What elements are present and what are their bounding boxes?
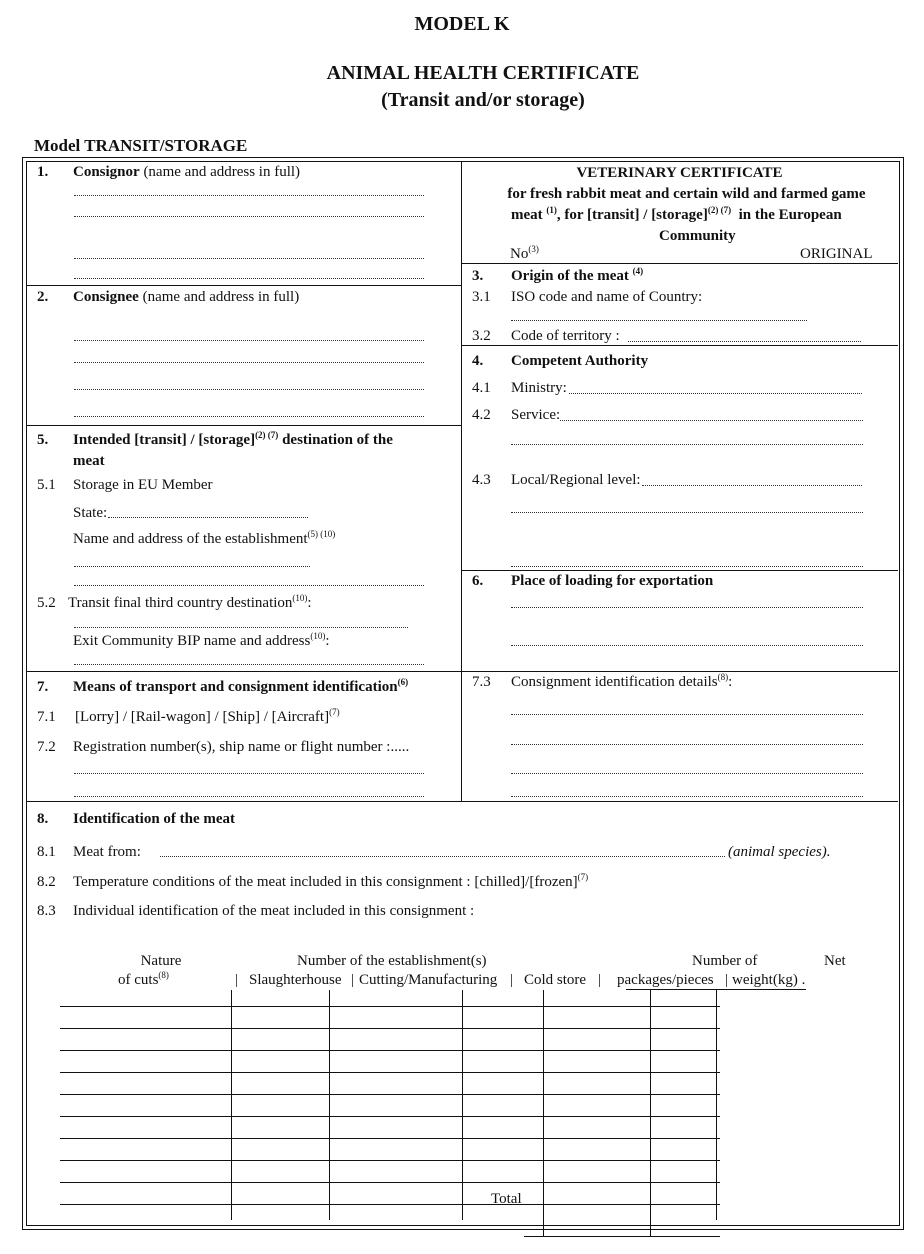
col-sep-5: | xyxy=(725,972,729,988)
col-cutting-head: Cutting/Manufacturing xyxy=(359,972,498,988)
box7-r3-number: 7.3 xyxy=(472,674,491,690)
box8-label: Identification of the meat xyxy=(73,811,236,827)
divider-box7 xyxy=(26,801,898,802)
box7-r3-label xyxy=(511,673,732,691)
vet-line2-sup2: (2) (7) xyxy=(707,205,732,215)
consignee-line-3[interactable] xyxy=(74,389,424,390)
divider-box6 xyxy=(461,671,898,672)
box5-r2-text: Transit final third country destination xyxy=(68,595,293,611)
consignment-line-1[interactable] xyxy=(511,714,863,715)
box7-label-text: Means of transport and consignment identification xyxy=(73,679,398,695)
box8-r1-number: 8.1 xyxy=(37,844,56,860)
no-sup: (3) xyxy=(528,244,539,254)
divider-box4 xyxy=(461,570,898,571)
box5-exit-sup: (10) xyxy=(310,631,326,641)
box7-r3-text: Consignment identification details xyxy=(511,674,718,690)
col-sep-3: | xyxy=(510,972,514,988)
vet-line1: for fresh rabbit meat and certain wild and farmed game xyxy=(507,186,866,202)
box8-r2-label xyxy=(73,873,588,891)
no-label: No xyxy=(510,246,529,262)
divider-box2 xyxy=(26,425,461,426)
box5-est-sup: (5) (10) xyxy=(307,529,336,539)
box7-r1-text: [Lorry] / [Rail-wagon] / [Ship] / [Aircraft] xyxy=(75,709,330,725)
box8-number: 8. xyxy=(37,811,49,827)
certificate-title: ANIMAL HEALTH CERTIFICATE xyxy=(326,62,640,84)
col-coldstore-head: Cold store xyxy=(524,972,587,988)
vet-line2-c: in the European xyxy=(738,207,842,223)
box7-r2-label: Registration number(s), ship name or flight number :..... xyxy=(73,739,410,755)
total-label: Total xyxy=(491,1191,522,1207)
consignor-line-3[interactable] xyxy=(74,258,424,259)
box4-r2-number: 4.2 xyxy=(472,407,491,423)
consignor-line-2[interactable] xyxy=(74,216,424,217)
storage-state-line[interactable] xyxy=(108,517,308,518)
box5-label-a: Intended [transit] / [storage] xyxy=(73,432,256,448)
box1-label-group xyxy=(73,163,300,181)
divider-box1 xyxy=(26,285,461,286)
box5-r2-label xyxy=(68,594,312,612)
box4-r2-label: Service: xyxy=(511,407,561,423)
consignee-line-4[interactable] xyxy=(74,416,424,417)
col-nature-sup: (8) xyxy=(158,970,169,980)
establishment-line-2[interactable] xyxy=(74,585,424,586)
box5-est-text: Name and address of the establishment xyxy=(73,531,308,547)
vet-line2-a: meat xyxy=(511,207,543,223)
box8-r2-text: Temperature conditions of the meat included in this consignment : [chilled]/[frozen] xyxy=(73,874,578,890)
destination-line[interactable] xyxy=(74,627,408,628)
registration-line-1[interactable] xyxy=(74,773,424,774)
box4-number: 4. xyxy=(472,353,484,369)
territory-line[interactable] xyxy=(628,341,861,342)
divider-box3 xyxy=(461,345,898,346)
col-number-head1: Number of xyxy=(692,953,758,969)
box6-number: 6. xyxy=(472,573,484,589)
box3-r2-number: 3.2 xyxy=(472,328,491,344)
box4-r1-number: 4.1 xyxy=(472,380,491,396)
box5-r1-number: 5.1 xyxy=(37,477,56,493)
consignment-line-3[interactable] xyxy=(511,773,863,774)
vet-line2-sup1: (1) xyxy=(546,205,557,215)
box7-r1-sup: (7) xyxy=(329,707,340,717)
box8-r1-tail: (animal species). xyxy=(728,844,831,860)
box7-r3-sup: (8) xyxy=(717,672,729,682)
box7-number: 7. xyxy=(37,679,49,695)
col-nature-head2-text: of cuts xyxy=(118,972,159,988)
box4-r1-label: Ministry: xyxy=(511,380,567,396)
original-label: ORIGINAL xyxy=(800,246,873,262)
box7-r2-number: 7.2 xyxy=(37,739,56,755)
consignor-line-1[interactable] xyxy=(74,195,424,196)
box1-label: Consignor xyxy=(73,164,140,180)
box3-r2-label: Code of territory : xyxy=(511,328,620,344)
service-line-1[interactable] xyxy=(560,420,863,421)
consignee-line-1[interactable] xyxy=(74,340,424,341)
box6-label: Place of loading for exportation xyxy=(511,573,714,589)
exit-bip-line[interactable] xyxy=(74,664,424,665)
box3-r1-label: ISO code and name of Country: xyxy=(511,289,703,305)
col-packages-head: packages/pieces xyxy=(617,972,714,988)
col-net-head1: Net xyxy=(824,953,846,969)
box8-r2-sup: (7) xyxy=(577,872,589,882)
box8-r1-label: Meat from: xyxy=(73,844,141,860)
consignment-line-4[interactable] xyxy=(511,796,863,797)
box4-r3-number: 4.3 xyxy=(472,472,491,488)
box5-r2-sup: (10) xyxy=(292,593,308,603)
box5-exit-colon: : xyxy=(325,633,330,649)
box5-r2-colon: : xyxy=(307,595,312,611)
col-weight-head: weight(kg) . xyxy=(732,972,806,988)
consignor-line-4[interactable] xyxy=(74,278,424,279)
box1-note: (name and address in full) xyxy=(143,164,301,180)
col-sep-4: | xyxy=(598,972,602,988)
box2-label: Consignee xyxy=(73,289,139,305)
box5-exit-label xyxy=(73,632,330,650)
col-nature-head1: Nature xyxy=(140,953,182,969)
col-nature-head2 xyxy=(118,971,169,989)
box3-label-text: Origin of the meat xyxy=(511,268,629,284)
regional-line-2[interactable] xyxy=(511,512,863,513)
box5-number: 5. xyxy=(37,432,49,448)
establishment-line-1[interactable] xyxy=(74,566,310,567)
col-slaughterhouse-head: Slaughterhouse xyxy=(249,972,342,988)
box5-exit-text: Exit Community BIP name and address xyxy=(73,633,311,649)
box5-label-b: destination of the xyxy=(282,432,393,448)
box2-note: (name and address in full) xyxy=(142,289,300,305)
vet-line2 xyxy=(511,206,842,224)
vet-line2-b: , for [transit] / [storage] xyxy=(556,207,708,223)
box7-r1-number: 7.1 xyxy=(37,709,56,725)
col-sep-1: | xyxy=(235,972,239,988)
loading-line-2[interactable] xyxy=(511,645,863,646)
box5-label-c: meat xyxy=(73,453,105,469)
box8-r3-number: 8.3 xyxy=(37,903,56,919)
box7-r1-label xyxy=(75,708,340,726)
column-divider xyxy=(461,161,462,801)
box5-label xyxy=(73,431,393,449)
loading-line-1[interactable] xyxy=(511,607,863,608)
box5-sup: (2) (7) xyxy=(255,430,279,440)
col-sep-2: | xyxy=(351,972,355,988)
country-line[interactable] xyxy=(511,320,807,321)
box7-label xyxy=(73,678,408,696)
box4-label: Competent Authority xyxy=(511,353,649,369)
box5-state-label: State: xyxy=(73,505,108,521)
registration-line-2[interactable] xyxy=(74,796,424,797)
box3-sup: (4) xyxy=(632,266,644,276)
consignment-line-2[interactable] xyxy=(511,744,863,745)
box3-r1-number: 3.1 xyxy=(472,289,491,305)
ministry-line[interactable] xyxy=(569,393,862,394)
box3-label xyxy=(511,267,643,285)
divider-box5 xyxy=(26,671,461,672)
vet-line3: Community xyxy=(659,228,736,244)
box5-est-label xyxy=(73,530,335,548)
box7-r3-colon: : xyxy=(728,674,733,690)
service-line-2[interactable] xyxy=(511,444,863,445)
box7-sup: (6) xyxy=(397,677,409,687)
box8-r3-label: Individual identification of the meat included in this consignment : xyxy=(73,903,475,919)
consignee-line-2[interactable] xyxy=(74,362,424,363)
regional-line-1[interactable] xyxy=(642,485,862,486)
box2-label-group xyxy=(73,288,299,306)
total-row-line xyxy=(524,1236,720,1237)
animal-species-line[interactable] xyxy=(160,856,725,857)
box2-number: 2. xyxy=(37,289,49,305)
box8-r2-number: 8.2 xyxy=(37,874,56,890)
table-header-underline xyxy=(626,989,806,990)
box5-r2-number: 5.2 xyxy=(37,595,56,611)
col-establishment-head: Number of the establishment(s) xyxy=(297,953,487,969)
vet-title: VETERINARY CERTIFICATE xyxy=(576,165,783,181)
box4-r3-label: Local/Regional level: xyxy=(511,472,641,488)
certificate-number-label xyxy=(510,245,539,263)
box5-r1-label: Storage in EU Member xyxy=(73,477,213,493)
certificate-subtitle: (Transit and/or storage) xyxy=(381,89,585,111)
box3-number: 3. xyxy=(472,268,484,284)
regional-line-3[interactable] xyxy=(511,566,863,567)
divider-vet xyxy=(461,263,898,264)
box1-number: 1. xyxy=(37,164,49,180)
model-label: Model TRANSIT/STORAGE xyxy=(34,136,248,155)
model-heading: MODEL K xyxy=(414,13,510,35)
